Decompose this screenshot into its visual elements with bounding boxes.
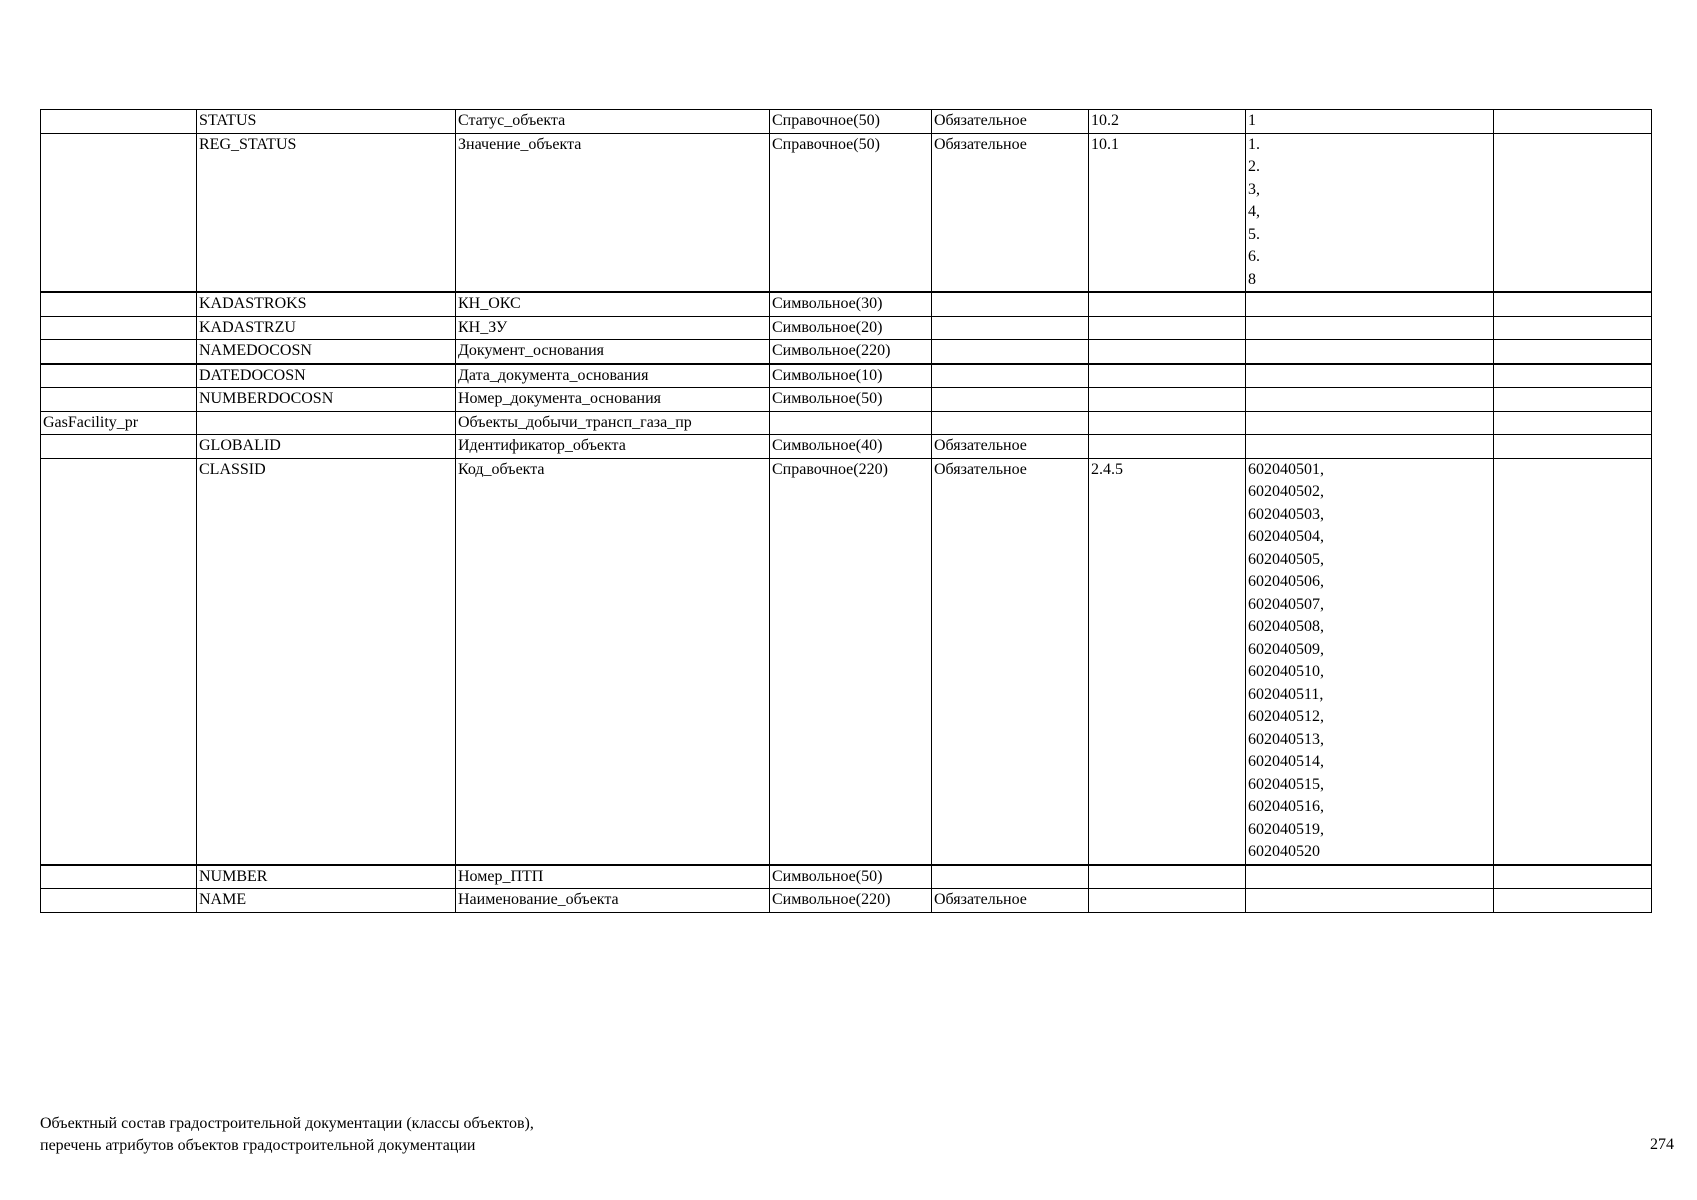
reference-cell	[1089, 889, 1246, 913]
field-name-cell: NAMEDOCOSN	[197, 340, 456, 364]
field-name-cell: CLASSID	[197, 458, 456, 865]
class-cell	[41, 889, 197, 913]
class-cell	[41, 133, 197, 292]
values-cell	[1246, 865, 1494, 889]
alias-cell: Значение_объекта	[456, 133, 770, 292]
field-name-cell	[197, 411, 456, 435]
values-cell	[1246, 340, 1494, 364]
values-cell	[1246, 364, 1494, 388]
reference-cell	[1089, 340, 1246, 364]
required-cell: Обязательное	[932, 458, 1089, 865]
reference-cell: 10.1	[1089, 133, 1246, 292]
type-cell: Символьное(10)	[770, 364, 932, 388]
table-row	[41, 865, 1652, 889]
alias-cell: КН_ОКС	[456, 292, 770, 316]
note-cell	[1494, 364, 1652, 388]
type-cell: Символьное(20)	[770, 316, 932, 340]
alias-cell: Код_объекта	[456, 458, 770, 865]
note-cell	[1494, 435, 1652, 459]
values-cell	[1246, 292, 1494, 316]
field-name-cell: DATEDOCOSN	[197, 364, 456, 388]
note-cell	[1494, 133, 1652, 292]
table-row	[41, 340, 1652, 364]
note-cell	[1494, 340, 1652, 364]
note-cell	[1494, 865, 1652, 889]
required-cell: Обязательное	[932, 110, 1089, 134]
table-row	[41, 364, 1652, 388]
footer-line-1: Объектный состав градостроительной документации (классы объектов),	[40, 1115, 534, 1132]
required-cell	[932, 388, 1089, 412]
values-cell: 602040501, 602040502, 602040503, 602040504, 602040505, 602040506, 602040507, 602040508, 602040509, 602040510, 602040511, 602040512, 602040513, 602040514, 602040515, 602040516, 602040519, 602040520	[1246, 458, 1494, 865]
reference-cell	[1089, 388, 1246, 412]
alias-cell: Статус_объекта	[456, 110, 770, 134]
required-cell: Обязательное	[932, 133, 1089, 292]
required-cell: Обязательное	[932, 889, 1089, 913]
table-row	[41, 133, 1652, 292]
required-cell	[932, 411, 1089, 435]
required-cell	[932, 316, 1089, 340]
values-cell: 1. 2. 3, 4, 5. 6. 8	[1246, 133, 1494, 292]
alias-cell: Идентификатор_объекта	[456, 435, 770, 459]
field-name-cell: REG_STATUS	[197, 133, 456, 292]
required-cell	[932, 865, 1089, 889]
type-cell: Справочное(50)	[770, 110, 932, 134]
note-cell	[1494, 316, 1652, 340]
type-cell: Символьное(50)	[770, 388, 932, 412]
class-cell	[41, 364, 197, 388]
class-cell	[41, 458, 197, 865]
type-cell: Символьное(220)	[770, 889, 932, 913]
note-cell	[1494, 110, 1652, 134]
table-row	[41, 388, 1652, 412]
values-cell	[1246, 388, 1494, 412]
required-cell	[932, 292, 1089, 316]
type-cell: Символьное(220)	[770, 340, 932, 364]
table-row	[41, 458, 1652, 865]
alias-cell: Дата_документа_основания	[456, 364, 770, 388]
note-cell	[1494, 292, 1652, 316]
reference-cell	[1089, 364, 1246, 388]
required-cell: Обязательное	[932, 435, 1089, 459]
class-cell	[41, 865, 197, 889]
table-row	[41, 110, 1652, 134]
reference-cell	[1089, 435, 1246, 459]
reference-cell	[1089, 411, 1246, 435]
class-cell	[41, 435, 197, 459]
footer-caption	[40, 1113, 534, 1157]
field-name-cell: KADASTRZU	[197, 316, 456, 340]
note-cell	[1494, 458, 1652, 865]
values-cell: 1	[1246, 110, 1494, 134]
type-cell	[770, 411, 932, 435]
class-cell	[41, 292, 197, 316]
alias-cell: Номер_документа_основания	[456, 388, 770, 412]
table-row	[41, 435, 1652, 459]
type-cell: Справочное(220)	[770, 458, 932, 865]
class-cell: GasFacility_pr	[41, 411, 197, 435]
class-cell	[41, 340, 197, 364]
note-cell	[1494, 411, 1652, 435]
alias-cell: Номер_ПТП	[456, 865, 770, 889]
class-cell	[41, 110, 197, 134]
reference-cell	[1089, 292, 1246, 316]
values-cell	[1246, 889, 1494, 913]
note-cell	[1494, 889, 1652, 913]
class-cell	[41, 388, 197, 412]
values-cell	[1246, 316, 1494, 340]
table-body	[41, 110, 1652, 913]
alias-cell: Наименование_объекта	[456, 889, 770, 913]
page-number: 274	[1650, 1136, 1674, 1153]
table-row	[41, 889, 1652, 913]
reference-cell	[1089, 316, 1246, 340]
alias-cell: Объекты_добычи_трансп_газа_пр	[456, 411, 770, 435]
type-cell: Символьное(30)	[770, 292, 932, 316]
type-cell: Символьное(40)	[770, 435, 932, 459]
alias-cell: Документ_основания	[456, 340, 770, 364]
type-cell: Символьное(50)	[770, 865, 932, 889]
field-name-cell: NAME	[197, 889, 456, 913]
class-cell	[41, 316, 197, 340]
field-name-cell: NUMBER	[197, 865, 456, 889]
footer-line-2: перечень атрибутов объектов градостроительной документации	[40, 1137, 476, 1154]
alias-cell: КН_ЗУ	[456, 316, 770, 340]
table-row	[41, 316, 1652, 340]
field-name-cell: KADASTROKS	[197, 292, 456, 316]
type-cell: Справочное(50)	[770, 133, 932, 292]
reference-cell	[1089, 865, 1246, 889]
attributes-table	[40, 109, 1652, 913]
values-cell	[1246, 411, 1494, 435]
table-row	[41, 292, 1652, 316]
note-cell	[1494, 388, 1652, 412]
values-cell	[1246, 435, 1494, 459]
reference-cell: 2.4.5	[1089, 458, 1246, 865]
field-name-cell: GLOBALID	[197, 435, 456, 459]
field-name-cell: STATUS	[197, 110, 456, 134]
reference-cell: 10.2	[1089, 110, 1246, 134]
table-row	[41, 411, 1652, 435]
required-cell	[932, 364, 1089, 388]
field-name-cell: NUMBERDOCOSN	[197, 388, 456, 412]
required-cell	[932, 340, 1089, 364]
